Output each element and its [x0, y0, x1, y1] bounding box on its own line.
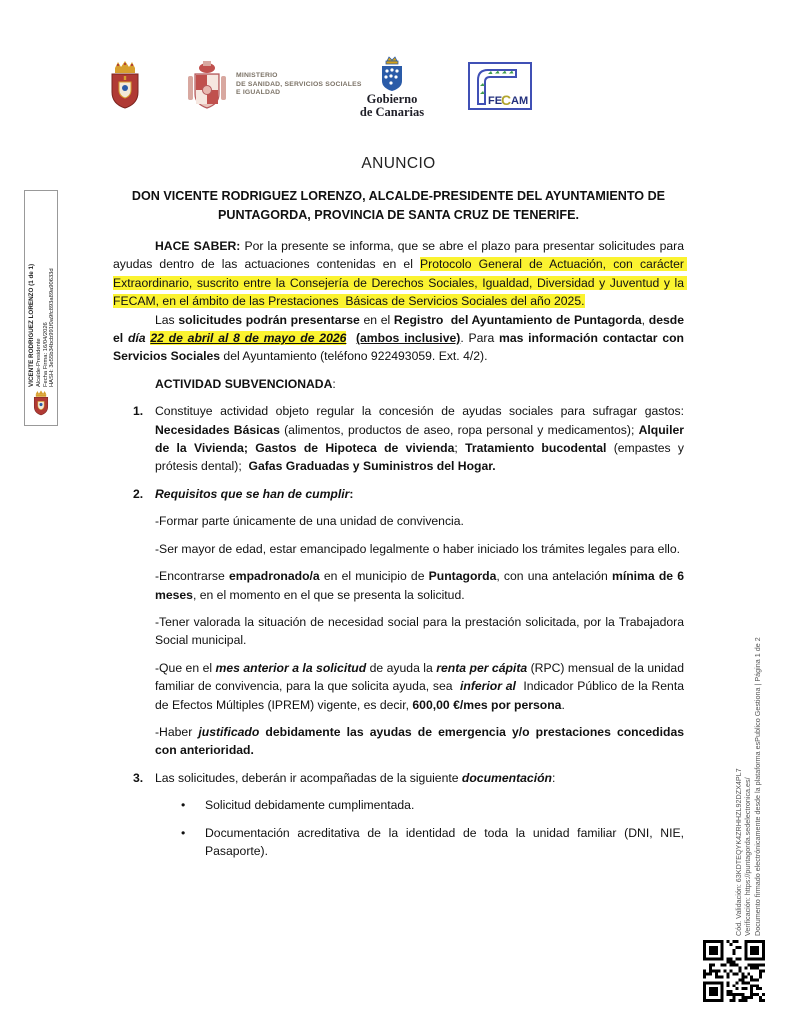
text-segment: justificado [198, 724, 260, 739]
stamp-coat-of-arms-icon [31, 390, 51, 421]
list-number: 3. [133, 770, 144, 785]
text-segment: (RPC) mensual de la unidad familiar de convivencia, para la que solicita ayuda, sea [155, 660, 688, 694]
text-segment: de ayuda la [366, 660, 437, 675]
doc-block-dash-10 [155, 723, 688, 760]
doc-block-para-0 [113, 237, 688, 311]
qr-code [703, 940, 765, 1002]
text-segment: Puntagorda [428, 569, 497, 584]
text-line: HASH: 3e55b34bcb991f0a9fc893a89a90633d [49, 268, 56, 387]
text-line: Fecha Firma: 16/04/2026 [42, 322, 49, 387]
text-segment: -Que en el [155, 660, 216, 675]
fecam-fe: FE [488, 95, 503, 107]
list-item-text [155, 485, 684, 503]
text-segment: (alimentos, productos de aseo, ropa personal y medicamentos); [279, 422, 639, 437]
text-segment: del Ayuntamiento (teléfono 922493059. Ext. 4/2). [220, 349, 488, 364]
list-number: 1. [133, 404, 144, 419]
fecam-am: AM [511, 95, 529, 107]
text-segment: 22 de abril al 8 de mayo de 2026 [150, 331, 347, 346]
text-segment: debidamente las ayudas de emergencia y/o prestaciones concedidas con anterioridad. [155, 724, 688, 758]
text-segment: Requisitos que se han de cumplir [155, 486, 350, 501]
text-segment: Registro del Ayuntamiento de Puntagorda [393, 312, 642, 327]
doc-block-num-4 [113, 485, 684, 503]
text-segment: Constituye actividad objeto regular la concesión de ayudas sociales para sufragar gastos: [155, 404, 688, 419]
text-segment: Las [155, 312, 179, 327]
text-segment: . Para [460, 331, 499, 346]
text-segment: Protocolo General de Actuación, con carácter Extraordinario, suscrito entre la Consejería de Derechos Sociales, Igualdad, Diversidad y Juventud y la FECAM, en el ámbito de las Prestaciones Básicas de Servicios Sociales del año 2025. [113, 257, 688, 309]
text-segment: ACTIVIDAD SUBVENCIONADA [155, 376, 333, 391]
text-segment: (empastes y prótesis dental); [155, 441, 688, 474]
text-segment: Alquiler de la Vivienda; Gastos de Hipoteca de vivienda [155, 422, 688, 456]
text-line: E IGUALDAD [236, 89, 281, 97]
text-line: Alcalde-Presidente [35, 338, 42, 387]
text-segment: HACE SABER: [155, 239, 245, 253]
text-segment: documentación [461, 770, 552, 785]
text-segment: Solicitud debidamente cumplimentada. [205, 798, 415, 813]
text-segment: : [349, 486, 354, 501]
list-number: 2. [133, 486, 144, 501]
text-line: Gobierno [366, 92, 418, 106]
text-segment: Indicador Público de la Renta de Efectos Múltiples (IPREM) vigente, es decir, [155, 679, 688, 712]
text-segment: Tratamiento bucodental [465, 441, 607, 456]
text-segment: : [332, 376, 336, 391]
text-segment: desde el [113, 312, 688, 346]
text-line: VICENTE RODRIGUEZ LORENZO (1 de 1) [28, 263, 35, 387]
text-segment: en el [359, 312, 394, 327]
fecam-c: C [501, 92, 512, 108]
text-segment: (ambos inclusive) [355, 331, 461, 346]
text-segment: -Tener valorada la situación de necesidad social para la prestación solicitada, por la Trabajadora Social municipal. [155, 614, 688, 648]
text-segment: empadronado/a [228, 569, 320, 584]
doc-block-dash-7 [155, 567, 688, 604]
text-segment: mes anterior a la solicitud [215, 660, 367, 675]
doc-block-bullet-12 [113, 796, 684, 814]
text-segment: , en el momento en el que se presenta la solicitud. [192, 587, 465, 602]
page-title: ANUNCIO [361, 155, 436, 172]
doc-block-bullet-13 [113, 824, 688, 861]
validation-strip [734, 588, 762, 936]
fecam-logo [468, 62, 532, 110]
puntagorda-coat-of-arms-icon [106, 60, 144, 115]
ministerio-coat-of-arms-icon [184, 58, 230, 119]
text-line: Verificación: https://puntagorda.sedelectronica.es/ [743, 777, 753, 936]
text-segment: , [641, 312, 649, 327]
text-segment: -Haber [155, 724, 199, 739]
list-item-text [205, 796, 684, 814]
text-segment: -Formar parte únicamente de una unidad de convivencia. [155, 514, 464, 529]
list-item-text [155, 402, 688, 476]
text-segment: . [561, 697, 565, 712]
doc-block-para-1 [113, 311, 688, 366]
text-segment: Necesidades Básicas [155, 422, 280, 437]
signature-stamp [24, 190, 58, 426]
text-segment: renta per cápita [436, 660, 528, 675]
text-segment: Las solicitudes, deberán ir acompañadas de la siguiente [155, 770, 462, 785]
text-segment: -Encontrarse [155, 569, 229, 584]
doc-block-sub-2 [155, 375, 684, 393]
text-segment: 600,00 €/mes por persona [412, 697, 562, 712]
list-item-text [205, 824, 688, 861]
text-segment: día [127, 331, 151, 346]
gobierno-canarias-label [337, 93, 447, 119]
text-segment: Gafas Graduadas y Suministros del Hogar. [248, 459, 496, 474]
text-line: Cód. Validación: 63KDTEQYK4ZRHHZL92DZX4PL7 [734, 768, 743, 936]
doc-block-dash-9 [155, 659, 688, 714]
text-segment [346, 331, 356, 345]
text-segment: ; [454, 441, 466, 456]
text-segment: inferior al [460, 679, 516, 694]
text-segment: : [551, 770, 556, 785]
doc-block-num-3 [113, 402, 688, 476]
text-segment: solicitudes podrán presentarse [178, 312, 360, 327]
doc-block-dash-8 [155, 613, 688, 650]
document-heading: DON VICENTE RODRIGUEZ LORENZO, ALCALDE-PRESIDENTE DEL AYUNTAMIENTO DE PUNTAGORDA, PROVINCIA DE SANTA CRUZ DE TENERIFE. [131, 189, 666, 222]
text-segment: Por la presente se informa, que se abre el plazo para presentar solicitudes para ayudas dentro de las actuaciones contenidas en el [113, 239, 688, 272]
document-body [113, 155, 688, 869]
signature-stamp-text [29, 165, 56, 387]
text-line: MINISTERIO [236, 72, 278, 79]
text-line: DE SANIDAD, SERVICIOS SOCIALES [236, 80, 362, 88]
doc-block-dash-5 [155, 512, 684, 530]
text-segment: mas información contactar con Servicios Sociales [113, 331, 688, 364]
doc-block-dash-6 [155, 540, 684, 558]
text-segment: -Ser mayor de edad, estar emancipado legalmente o haber iniciado los trámites legales para ello. [155, 541, 681, 556]
text-segment: Documentación acreditativa de la identidad de toda la unidad familiar (DNI, NIE, Pasaporte). [205, 825, 688, 858]
document-text [113, 237, 688, 860]
bullet-icon: • [181, 798, 186, 813]
text-segment: mínima de 6 meses [155, 569, 688, 602]
text-segment: , con una antelación [496, 569, 612, 584]
doc-block-num-11 [113, 769, 684, 787]
text-line: Documento firmado electrónicamente desde la plataforma esPublico Gestiona | Página 1 de 2 [752, 637, 762, 936]
list-item-text [155, 769, 684, 787]
text-line: de Canarias [359, 105, 425, 119]
text-segment: en el municipio de [319, 569, 429, 584]
bullet-icon: • [181, 825, 186, 840]
